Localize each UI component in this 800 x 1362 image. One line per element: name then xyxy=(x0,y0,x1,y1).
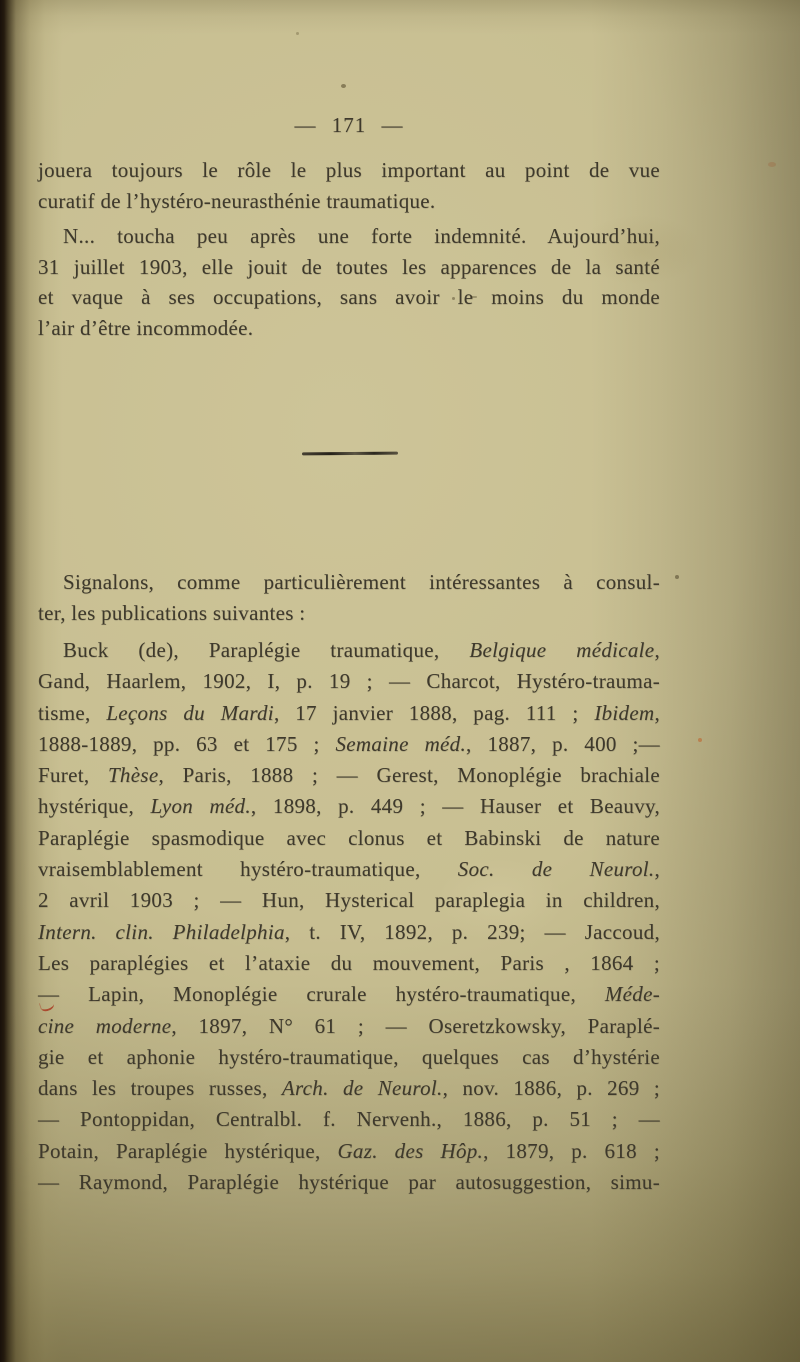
text-segment: — Lapin, Monoplégie crurale hystéro-traumatique, xyxy=(38,982,605,1007)
text-segment: , xyxy=(654,638,660,662)
text-line xyxy=(38,252,660,283)
text-line xyxy=(38,979,660,1010)
text-segment: et vaque à ses occupations, sans avoir le moins du monde xyxy=(38,285,660,310)
text-segment: jouera toujours le rôle le plus important au point de vue xyxy=(38,158,660,182)
text-line xyxy=(38,698,660,729)
text-line xyxy=(38,1011,660,1042)
cited-title-italic: Arch. de Neurol. xyxy=(281,1076,443,1101)
text-segment: , nov. 1886, p. 269 ; xyxy=(442,1076,660,1101)
text-line xyxy=(38,1167,660,1198)
text-line xyxy=(38,948,660,979)
text-segment: , xyxy=(654,700,660,725)
text-line xyxy=(38,885,660,916)
text-line xyxy=(38,186,660,217)
ink-speck xyxy=(296,32,299,35)
text-segment: — Pontoppidan, Centralbl. f. Nervenh., 1886, p. 51 ; — xyxy=(38,1107,660,1132)
text-line xyxy=(38,567,660,598)
text-segment: ter, les publications suivantes : xyxy=(38,600,306,625)
text-segment: 2 avril 1903 ; — Hun, Hysterical paraplegia in children, xyxy=(38,888,660,913)
text-segment: , t. IV, 1892, p. 239; — Jaccoud, xyxy=(284,919,660,944)
text-segment: tisme, xyxy=(38,700,107,725)
text-segment: Les paraplégies et l’ataxie du mouvement, Paris , 1864 ; xyxy=(38,950,660,975)
text-line xyxy=(38,854,660,885)
page-number: — 171 — xyxy=(294,113,404,137)
section-divider-rule xyxy=(302,452,398,456)
text-line xyxy=(38,1042,660,1073)
text-segment: 31 juillet 1903, elle jouit de toutes les apparences de la santé xyxy=(38,254,660,279)
text-line xyxy=(38,155,660,186)
text-line xyxy=(38,282,660,313)
text-line xyxy=(38,917,660,948)
text-segment: , 1897, N° 61 ; — Oseretzkowsky, Paraplé- xyxy=(171,1013,660,1038)
text-segment: , 1879, p. 618 ; xyxy=(483,1138,660,1163)
cited-title-italic: Semaine méd. xyxy=(335,731,467,756)
cited-title-italic: Gaz. des Hôp. xyxy=(337,1138,484,1163)
text-segment: Gand, Haarlem, 1902, I, p. 19 ; — Charcot, Hystéro-trauma- xyxy=(38,669,660,694)
paragraph-bibliography xyxy=(38,635,660,1198)
text-segment: N... toucha peu après une forte indemnité. Aujourd’hui, xyxy=(63,224,660,248)
text-segment: , Paris, 1888 ; — Gerest, Monoplégie brachiale xyxy=(158,763,660,788)
cited-title-italic: Lyon méd. xyxy=(150,794,251,819)
text-segment: vraisemblablement hystéro-traumatique, xyxy=(38,857,458,882)
text-line xyxy=(38,1136,660,1167)
cited-title-italic: Leçons du Mardi xyxy=(106,700,274,725)
text-line xyxy=(38,666,660,697)
text-segment: curatif de l’hystéro-neurasthénie traumatique. xyxy=(38,188,436,213)
text-segment: , xyxy=(654,857,660,882)
paragraph-continuation xyxy=(38,155,660,216)
paragraph-case-note xyxy=(38,221,660,343)
cited-title-italic: Méde- xyxy=(604,982,660,1007)
text-segment: , 1887, p. 400 ;— xyxy=(466,731,660,756)
rust-stain-speck xyxy=(698,738,702,742)
cited-title-italic: Thèse xyxy=(107,763,159,788)
text-segment: , 17 janvier 1888, pag. 111 ; xyxy=(273,700,595,725)
text-segment: Paraplégie spasmodique avec clonus et Babinski de nature xyxy=(38,825,660,850)
text-line xyxy=(38,791,660,822)
paragraph-bibliography-intro xyxy=(38,567,660,628)
text-line xyxy=(38,221,660,252)
text-line xyxy=(38,635,660,666)
rust-stain-smudge xyxy=(768,162,776,167)
text-segment: gie et aphonie hystéro-traumatique, quelques cas d’hystérie xyxy=(38,1044,660,1069)
text-segment: hystérique, xyxy=(38,794,151,819)
text-segment: Buck (de), Paraplégie traumatique, xyxy=(63,638,470,662)
text-line xyxy=(38,1073,660,1104)
ink-speck xyxy=(341,84,346,88)
text-segment: dans les troupes russes, xyxy=(38,1076,282,1101)
text-segment: , 1898, p. 449 ; — Hauser et Beauvy, xyxy=(250,794,661,819)
cited-title-italic: Soc. de Neurol. xyxy=(457,857,655,882)
text-segment: 1888-1889, pp. 63 et 175 ; xyxy=(38,731,336,756)
text-segment: l’air d’être incommodée. xyxy=(38,315,254,340)
text-line xyxy=(38,1104,660,1135)
text-segment: — Raymond, Paraplégie hystérique par autosuggestion, simu- xyxy=(38,1170,660,1195)
text-line xyxy=(38,823,660,854)
text-segment: Signalons, comme particulièrement intéressantes à consul- xyxy=(63,570,660,594)
text-line xyxy=(38,729,660,760)
ink-speck xyxy=(452,297,455,300)
cited-title-italic: Intern. clin. Philadelphia xyxy=(38,919,285,944)
cited-title-italic: Belgique médicale xyxy=(469,638,655,662)
ink-speck xyxy=(675,575,679,579)
text-line xyxy=(38,760,660,791)
cited-title-italic: Ibidem xyxy=(594,700,655,725)
ink-speck xyxy=(470,296,477,298)
text-segment: Furet, xyxy=(38,763,108,788)
cited-title-italic: cine moderne xyxy=(38,1013,172,1038)
text-segment: Potain, Paraplégie hystérique, xyxy=(38,1138,338,1163)
text-line xyxy=(38,313,660,344)
text-line xyxy=(38,598,660,629)
